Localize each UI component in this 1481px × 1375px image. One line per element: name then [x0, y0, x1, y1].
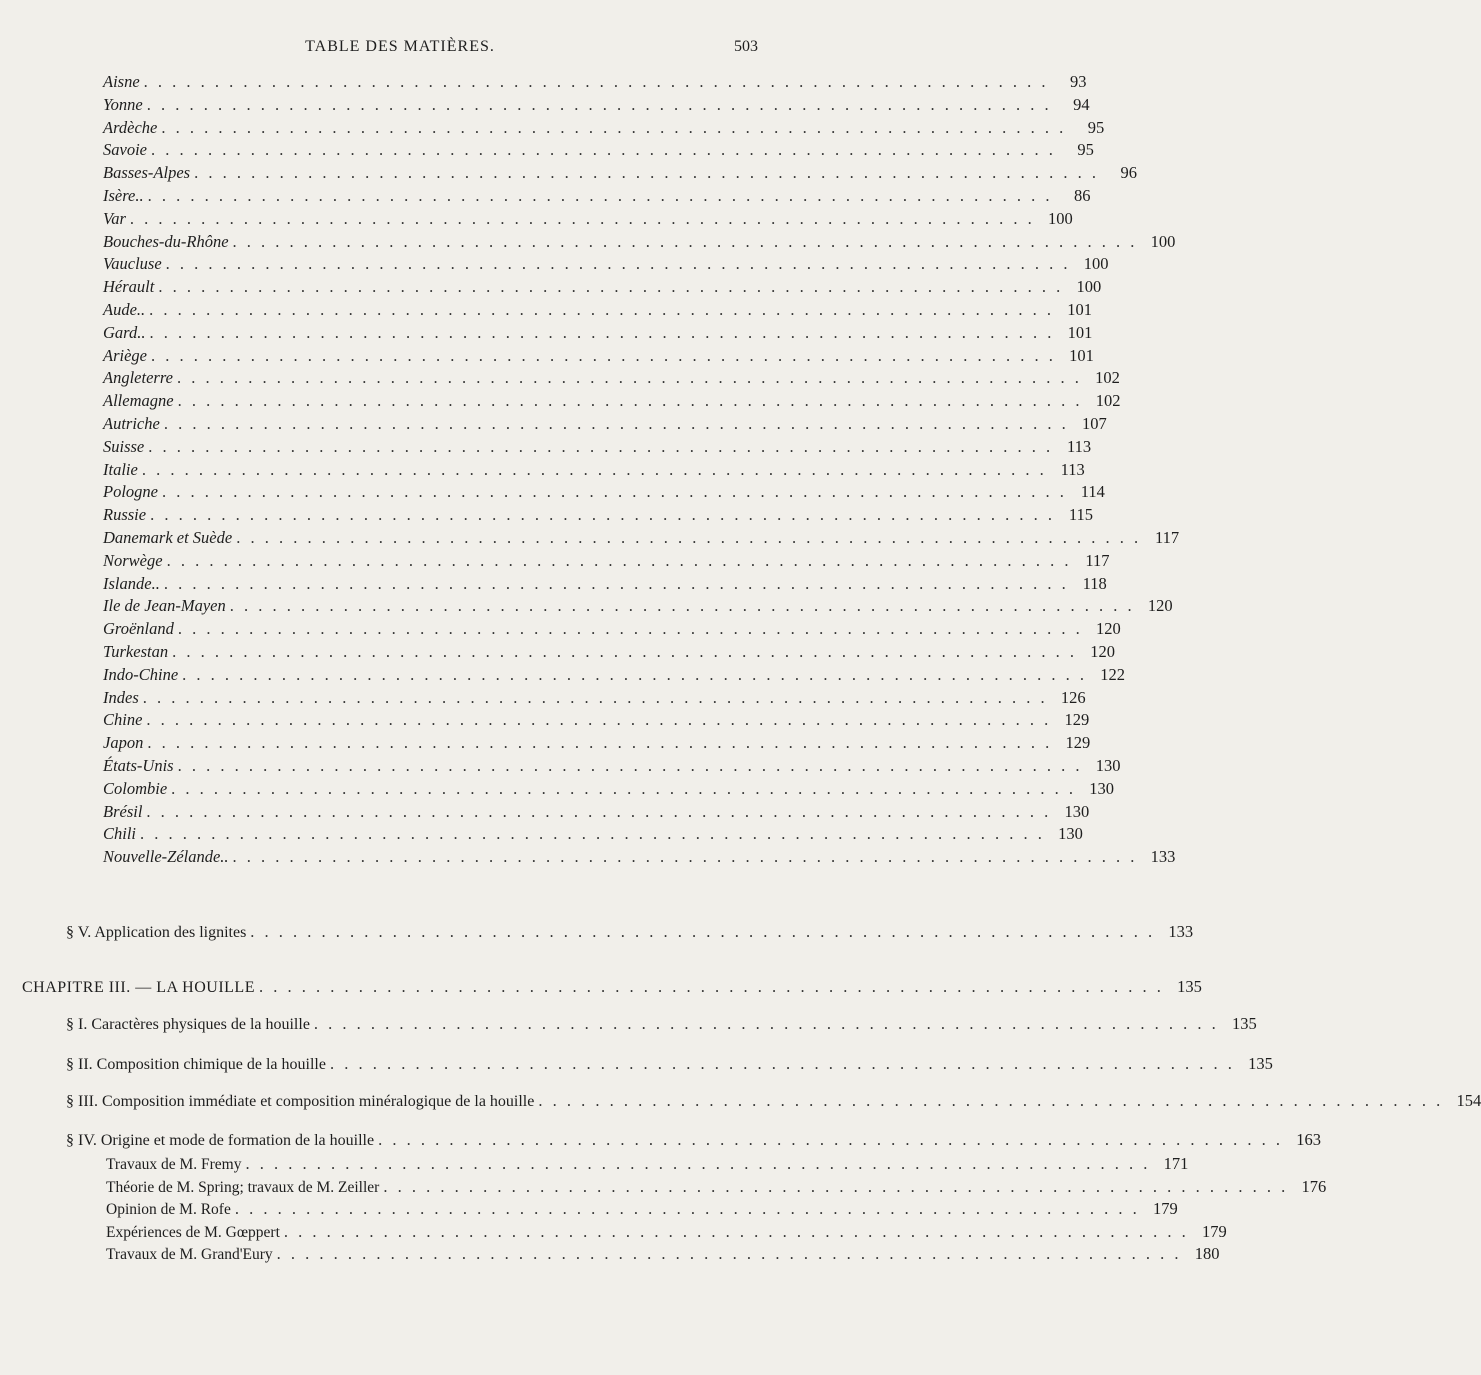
entry-label: Danemark et Suède	[103, 528, 233, 547]
toc-entry-country	[103, 596, 1173, 616]
entry-page-number: 95	[1077, 140, 1094, 160]
toc-entry-country	[103, 756, 1121, 776]
toc-entry-subsection	[106, 1176, 1327, 1197]
dot-leader: . . . . . . . . . . . . . . . . . . . . . . . . . . . . . . . . . . . . . . . . . . . . . . . . . . . . . . . . . . . . . . . .	[150, 505, 1055, 525]
entry-page-number: 114	[1080, 482, 1105, 502]
entry-label: Travaux de M. Fremy	[106, 1156, 242, 1173]
entry-label: Travaux de M. Grand'Eury	[106, 1246, 273, 1263]
toc-entry-country	[103, 687, 1086, 708]
toc-entry-country	[103, 733, 1091, 753]
entry-label: Indes	[103, 687, 139, 707]
entry-label: § IV. Origine et mode de formation de la houille	[66, 1132, 375, 1149]
dot-leader: . . . . . . . . . . . . . . . . . . . . . . . . . . . . . . . . . . . . . . . . . . . . . . . . . . . . . . . . . . . . . . . .	[142, 687, 1048, 707]
toc-entry-country	[103, 277, 1102, 297]
toc-entry-country	[103, 847, 1176, 867]
entry-page-number: 100	[1076, 277, 1102, 297]
entry-label: Colombie	[103, 778, 168, 798]
dot-leader: . . . . . . . . . . . . . . . . . . . . . . . . . . . . . . . . . . . . . . . . . . . . . . . . . . . . . . . . . . . . . . . .	[150, 140, 1056, 160]
entry-label: § II. Composition chimique de la houille	[66, 1056, 326, 1073]
entry-label: Savoie	[103, 140, 147, 160]
dot-leader: . . . . . . . . . . . . . . . . . . . . . . . . . . . . . . . . . . . . . . . . . . . . . . . . . . . . . . . . . . . . . . . .	[147, 186, 1053, 205]
entry-page-number: 107	[1081, 414, 1107, 433]
entry-page-number: 130	[1064, 801, 1090, 821]
entry-label: Gard..	[103, 322, 146, 342]
dot-leader: . . . . . . . . . . . . . . . . . . . . . . . . . . . . . . . . . . . . . . . . . . . . . . . . . . . . . . . . . . . . . . . .	[149, 322, 1055, 342]
toc-entry-country	[103, 72, 1087, 92]
dot-leader: . . . . . . . . . . . . . . . . . . . . . . . . . . . . . . . . . . . . . . . . . . . . . . . . . . . . . . . . . . . . . . . .	[276, 1244, 1182, 1263]
toc-entry-country	[103, 824, 1083, 844]
toc-entry-country	[103, 94, 1090, 115]
entry-page-number: 120	[1090, 642, 1115, 661]
toc-entry-country	[103, 163, 1137, 183]
entry-label: Norwège	[103, 550, 163, 570]
dot-leader: . . . . . . . . . . . . . . . . . . . . . . . . . . . . . . . . . . . . . . . . . . . . . . . . . . . . . . . . . . . . . . . .	[158, 277, 1064, 297]
dot-leader: . . . . . . . . . . . . . . . . . . . . . . . . . . . . . . . . . . . . . . . . . . . . . . . . . . . . . . . . . . . . . . . .	[329, 1054, 1235, 1073]
entry-page-number: 171	[1163, 1154, 1189, 1173]
dot-leader: . . . . . . . . . . . . . . . . . . . . . . . . . . . . . . . . . . . . . . . . . . . . . . . . . . . . . . . . . . . . . . . .	[313, 1014, 1219, 1033]
entry-page-number: 176	[1301, 1176, 1327, 1196]
entry-label: Ariège	[103, 345, 147, 365]
entry-label: Autriche	[103, 414, 160, 433]
entry-page-number: 101	[1067, 322, 1093, 342]
dot-leader: . . . . . . . . . . . . . . . . . . . . . . . . . . . . . . . . . . . . . . . . . . . . . . . . . . . . . . . . . . . . . . . .	[177, 619, 1083, 639]
dot-leader: . . . . . . . . . . . . . . . . . . . . . . . . . . . . . . . . . . . . . . . . . . . . . . . . . . . . . . . . . . . . . . . .	[163, 573, 1069, 593]
dot-leader: . . . . . . . . . . . . . . . . . . . . . . . . . . . . . . . . . . . . . . . . . . . . . . . . . . . . . . . . . . . . . . . .	[258, 977, 1164, 996]
entry-label: Chine	[103, 710, 143, 730]
entry-page-number: 129	[1064, 710, 1090, 730]
entry-label: Hérault	[103, 277, 155, 297]
dot-leader: . . . . . . . . . . . . . . . . . . . . . . . . . . . . . . . . . . . . . . . . . . . . . . . . . . . . . . . . . . . . . . . .	[143, 72, 1049, 91]
entry-label: Russie	[103, 505, 147, 525]
entry-page-number: 102	[1095, 391, 1121, 411]
dot-leader: . . . . . . . . . . . . . . . . . . . . . . . . . . . . . . . . . . . . . . . . . . . . . . . . . . . . . . . . . . . . . . . .	[383, 1176, 1289, 1196]
dot-leader: . . . . . . . . . . . . . . . . . . . . . . . . . . . . . . . . . . . . . . . . . . . . . . . . . . . . . . . . . . . . . . . .	[232, 231, 1138, 251]
toc-entry-country	[103, 231, 1176, 252]
entry-page-number: 101	[1069, 345, 1094, 365]
running-title: TABLE DES MATIÈRES.	[305, 38, 495, 55]
toc-entry-subsection	[106, 1199, 1178, 1219]
toc-entry-country	[103, 391, 1121, 411]
dot-leader: . . . . . . . . . . . . . . . . . . . . . . . . . . . . . . . . . . . . . . . . . . . . . . . . . . . . . . . . . . . . . . . .	[176, 368, 1082, 388]
toc-entry-chapter	[22, 977, 1202, 997]
entry-label: § III. Composition immédiate et composition minéralogique de la houille	[66, 1093, 535, 1110]
entry-page-number: 135	[1248, 1054, 1273, 1073]
toc-entry-subsection	[106, 1221, 1227, 1242]
entry-label: Angleterre	[103, 368, 173, 388]
entry-label: Opinion de M. Rofe	[106, 1201, 231, 1218]
entry-page-number: 135	[1177, 977, 1202, 996]
entry-page-number: 117	[1085, 550, 1110, 570]
entry-label: Bouches-du-Rhône	[103, 231, 229, 251]
toc-entry-country	[103, 619, 1121, 639]
toc-entry-country	[103, 482, 1105, 502]
entry-label: Yonne	[103, 94, 143, 114]
dot-leader: . . . . . . . . . . . . . . . . . . . . . . . . . . . . . . . . . . . . . . . . . . . . . . . . . . . . . . . . . . . . . . . .	[150, 345, 1056, 365]
entry-page-number: 180	[1194, 1244, 1220, 1263]
toc-entry-country	[103, 414, 1107, 434]
dot-leader: . . . . . . . . . . . . . . . . . . . . . . . . . . . . . . . . . . . . . . . . . . . . . . . . . . . . . . . . . . . . . . . .	[162, 482, 1067, 502]
entry-page-number: 133	[1150, 847, 1176, 867]
toc-entry-country	[103, 778, 1115, 799]
entry-page-number: 126	[1060, 687, 1086, 707]
dot-leader: . . . . . . . . . . . . . . . . . . . . . . . . . . . . . . . . . . . . . . . . . . . . . . . . . . . . . . . . . . . . . . . .	[250, 922, 1156, 941]
dot-leader: . . . . . . . . . . . . . . . . . . . . . . . . . . . . . . . . . . . . . . . . . . . . . . . . . . . . . . . . . . . . . . . .	[149, 300, 1055, 319]
toc-entry-section	[66, 1054, 1273, 1074]
entry-page-number: 115	[1068, 505, 1093, 525]
toc-entry-country	[103, 208, 1073, 229]
entry-label: § V. Application des lignites	[66, 924, 247, 941]
entry-label: Pologne	[103, 482, 158, 502]
dot-leader: . . . . . . . . . . . . . . . . . . . . . . . . . . . . . . . . . . . . . . . . . . . . . . . . . . . . . . . . . . . . . . . .	[229, 596, 1135, 616]
entry-label: Chili	[103, 824, 137, 844]
dot-leader: . . . . . . . . . . . . . . . . . . . . . . . . . . . . . . . . . . . . . . . . . . . . . . . . . . . . . . . . . . . . . . . .	[146, 94, 1052, 114]
entry-label: Turkestan	[103, 642, 169, 661]
dot-leader: . . . . . . . . . . . . . . . . . . . . . . . . . . . . . . . . . . . . . . . . . . . . . . . . . . . . . . . . . . . . . . . .	[283, 1221, 1189, 1241]
toc-entry-country	[103, 459, 1085, 480]
toc-entry-country	[103, 528, 1180, 548]
toc-entry-country	[103, 801, 1090, 822]
toc-entry-section	[66, 1091, 1481, 1111]
entry-page-number: 95	[1087, 117, 1105, 137]
entry-page-number: 130	[1095, 756, 1121, 775]
entry-page-number: 122	[1100, 664, 1126, 684]
entry-page-number: 179	[1152, 1199, 1178, 1218]
entry-page-number: 113	[1066, 436, 1092, 456]
toc-entry-country	[103, 436, 1092, 457]
dot-leader: . . . . . . . . . . . . . . . . . . . . . . . . . . . . . . . . . . . . . . . . . . . . . . . . . . . . . . . . . . . . . . . .	[245, 1154, 1151, 1173]
entry-page-number: 117	[1154, 528, 1180, 547]
dot-leader: . . . . . . . . . . . . . . . . . . . . . . . . . . . . . . . . . . . . . . . . . . . . . . . . . . . . . . . . . . . . . . . .	[234, 1199, 1140, 1218]
dot-leader: . . . . . . . . . . . . . . . . . . . . . . . . . . . . . . . . . . . . . . . . . . . . . . . . . . . . . . . . . . . . . . . .	[146, 710, 1052, 730]
dot-leader: . . . . . . . . . . . . . . . . . . . . . . . . . . . . . . . . . . . . . . . . . . . . . . . . . . . . . . . . . . . . . . . .	[378, 1130, 1283, 1149]
entry-page-number: 102	[1095, 368, 1120, 388]
dot-leader: . . . . . . . . . . . . . . . . . . . . . . . . . . . . . . . . . . . . . . . . . . . . . . . . . . . . . . . . . . . . . . . .	[182, 664, 1088, 684]
dot-leader: . . . . . . . . . . . . . . . . . . . . . . . . . . . . . . . . . . . . . . . . . . . . . . . . . . . . . . . . . . . . . . . .	[165, 254, 1071, 274]
entry-page-number: 101	[1067, 300, 1093, 319]
entry-label: Vaucluse	[103, 254, 162, 274]
entry-page-number: 130	[1058, 824, 1083, 844]
entry-page-number: 86	[1074, 186, 1091, 205]
entry-label: Ile de Jean-Mayen	[103, 596, 226, 616]
dot-leader: . . . . . . . . . . . . . . . . . . . . . . . . . . . . . . . . . . . . . . . . . . . . . . . . . . . . . . . . . . . . . . . .	[141, 459, 1047, 479]
dot-leader: . . . . . . . . . . . . . . . . . . . . . . . . . . . . . . . . . . . . . . . . . . . . . . . . . . . . . . . . . . . . . . . .	[163, 414, 1069, 433]
entry-label: Suisse	[103, 436, 145, 456]
toc-entry-country	[103, 300, 1093, 320]
entry-label: Théorie de M. Spring; travaux de M. Zeiller	[106, 1178, 380, 1196]
toc-entry-country	[103, 664, 1126, 685]
entry-label: Nouvelle-Zélande..	[103, 847, 229, 867]
entry-page-number: 100	[1083, 254, 1109, 274]
entry-page-number: 93	[1070, 72, 1087, 91]
entry-label: CHAPITRE III. — LA HOUILLE	[22, 979, 255, 996]
entry-label: § I. Caractères physiques de la houille	[66, 1016, 310, 1033]
dot-leader: . . . . . . . . . . . . . . . . . . . . . . . . . . . . . . . . . . . . . . . . . . . . . . . . . . . . . . . . . . . . . . . .	[171, 778, 1077, 798]
entry-page-number: 100	[1048, 208, 1073, 228]
toc-entry-country	[103, 186, 1091, 206]
dot-leader: . . . . . . . . . . . . . . . . . . . . . . . . . . . . . . . . . . . . . . . . . . . . . . . . . . . . . . . . . . . . . . . .	[194, 163, 1099, 183]
toc-entry-country	[103, 345, 1094, 366]
entry-label: Expériences de M. Gœppert	[106, 1223, 280, 1241]
toc-entry-country	[103, 505, 1093, 525]
entry-page-number: 163	[1296, 1130, 1321, 1149]
entry-label: Italie	[103, 459, 138, 479]
toc-entry-subsection	[106, 1154, 1189, 1174]
dot-leader: . . . . . . . . . . . . . . . . . . . . . . . . . . . . . . . . . . . . . . . . . . . . . . . . . . . . . . . . . . . . . . . .	[129, 208, 1035, 228]
entry-page-number: 129	[1065, 733, 1091, 753]
entry-label: Aude..	[103, 300, 146, 319]
toc-entry-section	[66, 1130, 1321, 1150]
toc-entry-country	[103, 254, 1109, 274]
entry-page-number: 94	[1073, 94, 1090, 114]
dot-leader: . . . . . . . . . . . . . . . . . . . . . . . . . . . . . . . . . . . . . . . . . . . . . . . . . . . . . . . . . . . . . . . .	[166, 550, 1072, 570]
dot-leader: . . . . . . . . . . . . . . . . . . . . . . . . . . . . . . . . . . . . . . . . . . . . . . . . . . . . . . . . . . . . . . . .	[146, 801, 1052, 821]
toc-entry-country	[103, 642, 1115, 662]
entry-page-number: 118	[1082, 573, 1107, 593]
toc-entry-section	[66, 1014, 1257, 1034]
entry-page-number: 135	[1232, 1014, 1257, 1033]
dot-leader: . . . . . . . . . . . . . . . . . . . . . . . . . . . . . . . . . . . . . . . . . . . . . . . . . . . . . . . . . . . . . . . .	[148, 436, 1054, 456]
dot-leader: . . . . . . . . . . . . . . . . . . . . . . . . . . . . . . . . . . . . . . . . . . . . . . . . . . . . . . . . . . . . . . . .	[147, 733, 1053, 753]
entry-label: Allemagne	[103, 391, 174, 411]
toc-entry-country	[103, 322, 1093, 343]
toc-entry-subsection	[106, 1244, 1220, 1264]
page-number: 503	[734, 38, 758, 55]
entry-page-number: 113	[1060, 459, 1085, 479]
dot-leader: . . . . . . . . . . . . . . . . . . . . . . . . . . . . . . . . . . . . . . . . . . . . . . . . . . . . . . . . . . . . . . . .	[161, 117, 1067, 137]
entry-label: Isère..	[103, 186, 144, 205]
entry-label: Indo-Chine	[103, 664, 179, 684]
entry-page-number: 133	[1168, 922, 1194, 941]
toc-entry-country	[103, 710, 1090, 730]
entry-label: États-Unis	[103, 756, 174, 775]
dot-leader: . . . . . . . . . . . . . . . . . . . . . . . . . . . . . . . . . . . . . . . . . . . . . . . . . . . . . . . . . . . . . . . .	[232, 847, 1138, 867]
dot-leader: . . . . . . . . . . . . . . . . . . . . . . . . . . . . . . . . . . . . . . . . . . . . . . . . . . . . . . . . . . . . . . . .	[140, 824, 1045, 844]
toc-entry-country	[103, 550, 1110, 571]
toc-entry-section	[66, 922, 1194, 942]
entry-label: Islande..	[103, 573, 160, 593]
entry-label: Ardèche	[103, 117, 158, 137]
entry-label: Japon	[103, 733, 144, 753]
toc-entry-country	[103, 368, 1120, 388]
dot-leader: . . . . . . . . . . . . . . . . . . . . . . . . . . . . . . . . . . . . . . . . . . . . . . . . . . . . . . . . . . . . . . . .	[172, 642, 1077, 661]
dot-leader: . . . . . . . . . . . . . . . . . . . . . . . . . . . . . . . . . . . . . . . . . . . . . . . . . . . . . . . . . . . . . . . .	[177, 391, 1083, 411]
entry-page-number: 154	[1456, 1091, 1481, 1110]
entry-label: Groënland	[103, 619, 174, 639]
toc-entry-country	[103, 117, 1105, 138]
entry-page-number: 120	[1096, 619, 1121, 639]
entry-page-number: 96	[1120, 163, 1137, 183]
entry-label: Basses-Alpes	[103, 163, 191, 183]
dot-leader: . . . . . . . . . . . . . . . . . . . . . . . . . . . . . . . . . . . . . . . . . . . . . . . . . . . . . . . . . . . . . . . .	[177, 756, 1083, 775]
dot-leader: . . . . . . . . . . . . . . . . . . . . . . . . . . . . . . . . . . . . . . . . . . . . . . . . . . . . . . . . . . . . . . . .	[236, 528, 1142, 547]
dot-leader: . . . . . . . . . . . . . . . . . . . . . . . . . . . . . . . . . . . . . . . . . . . . . . . . . . . . . . . . . . . . . . . .	[538, 1091, 1444, 1110]
toc-entry-country	[103, 140, 1094, 160]
toc-entry-country	[103, 573, 1107, 594]
entry-label: Var	[103, 208, 126, 228]
entry-label: Aisne	[103, 72, 140, 91]
entry-page-number: 120	[1147, 596, 1173, 616]
entry-page-number: 130	[1089, 778, 1115, 798]
entry-page-number: 100	[1150, 231, 1176, 251]
entry-page-number: 179	[1202, 1221, 1227, 1241]
entry-label: Brésil	[103, 801, 143, 821]
